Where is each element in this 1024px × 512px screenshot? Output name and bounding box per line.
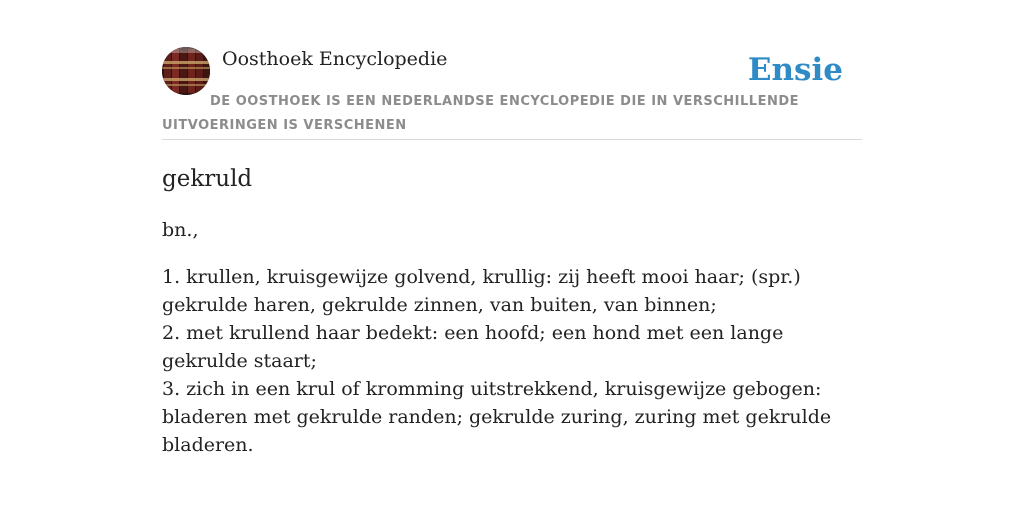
part-of-speech: bn.,	[162, 219, 199, 241]
site-tagline: DE OOSTHOEK IS EEN NEDERLANDSE ENCYCLOPEDIE DIE IN VERSCHILLENDE UITVOERINGEN IS VERSCHENEN	[162, 94, 800, 133]
definition-item: 2. met krullend haar bedekt: een hoofd; een hond met een lange gekrulde staart;	[162, 322, 784, 372]
definition-item: 3. zich in een krul of kromming uitstrekkend, kruisgewijze gebogen: bladeren met gekrulde randen; gekrulde zuring, zuring met gekrulde bladeren.	[162, 378, 832, 456]
encyclopedia-books-icon[interactable]	[162, 47, 210, 95]
definition-item: 1. krullen, kruisgewijze golvend, krullig: zij heeft mooi haar; (spr.) gekrulde haren, gekrulde zinnen, van buiten, van binnen;	[162, 266, 801, 316]
site-name[interactable]: Oosthoek Encyclopedie	[222, 48, 448, 70]
site-header	[162, 44, 862, 140]
definitions	[162, 263, 867, 459]
brand-logo-link[interactable]: Ensie	[747, 52, 843, 88]
entry-title: gekruld	[162, 166, 253, 192]
